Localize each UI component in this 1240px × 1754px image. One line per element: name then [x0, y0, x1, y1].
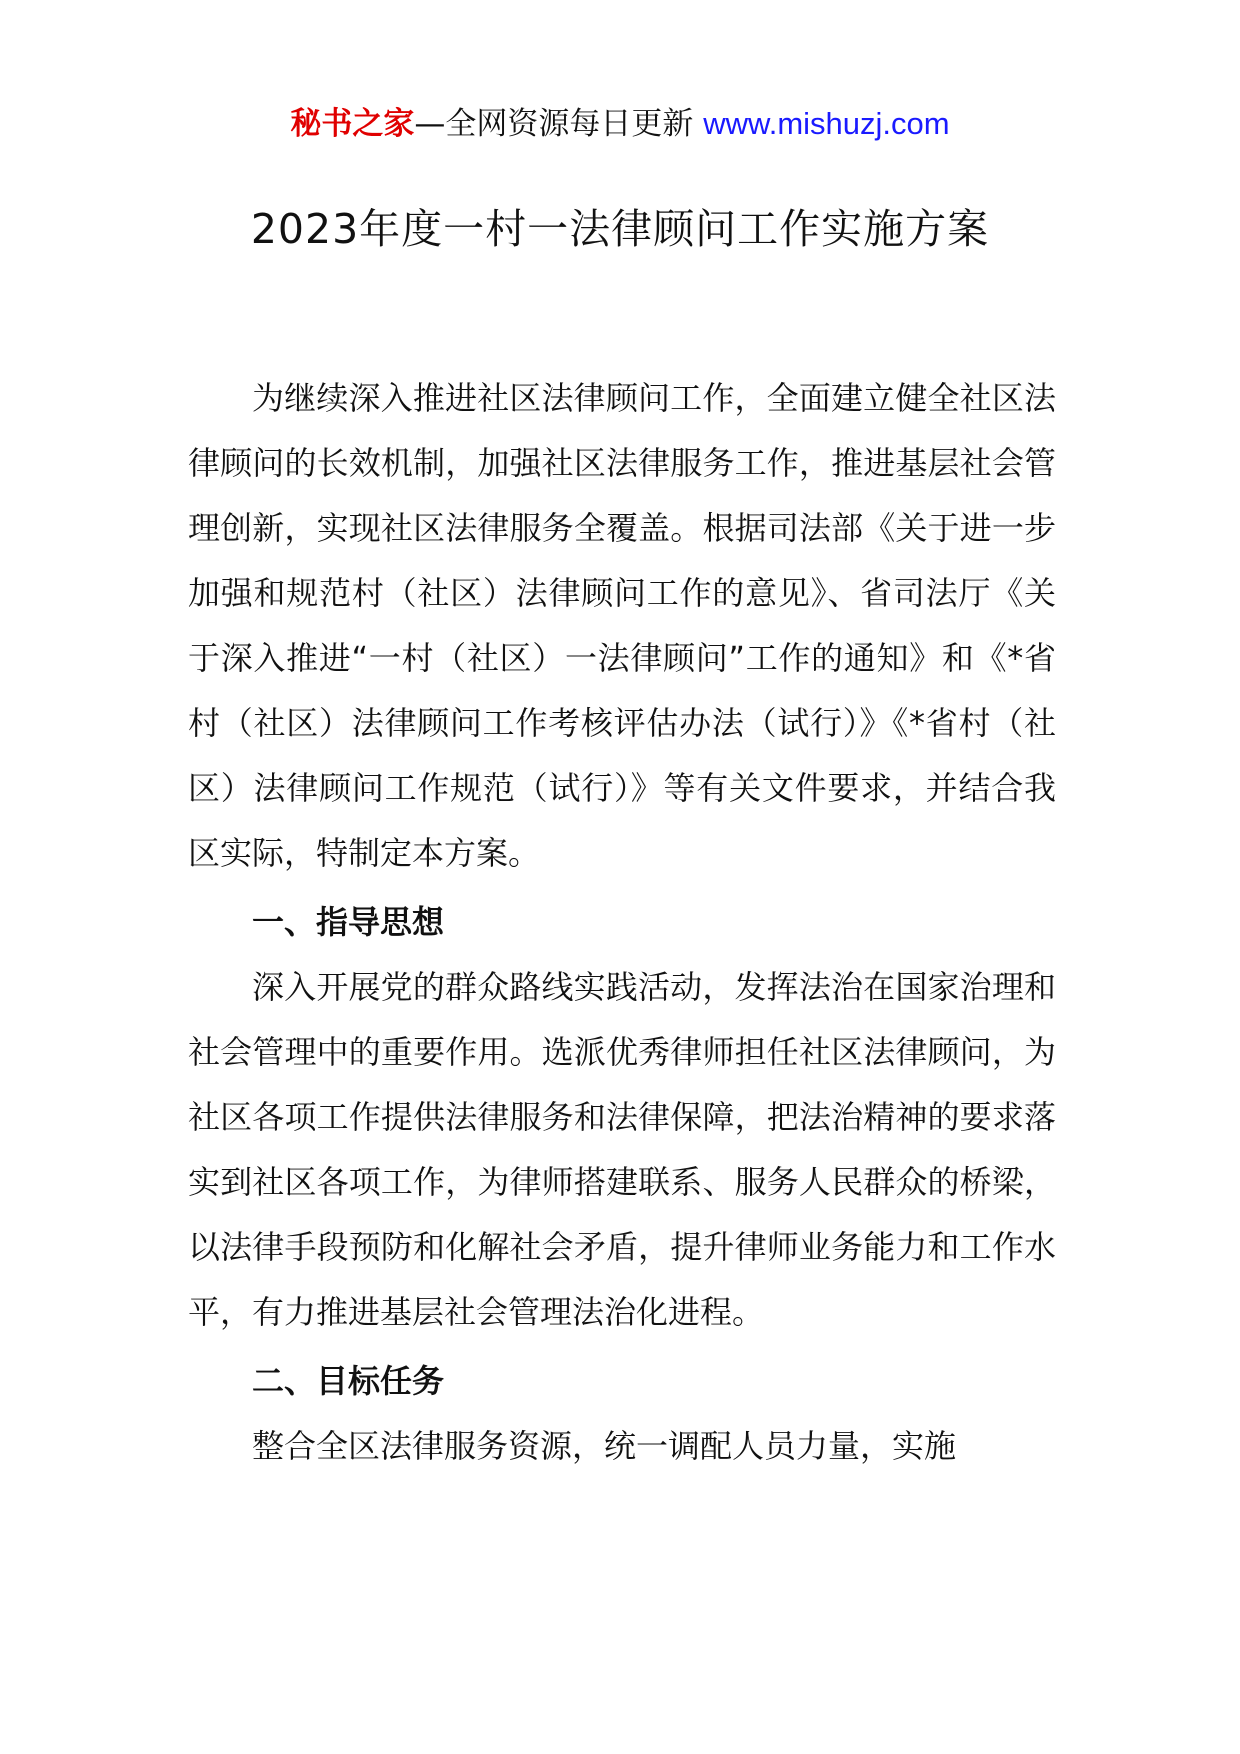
- section-heading-goals-tasks: 二、目标任务: [252, 1362, 445, 1400]
- section-heading-guiding-ideology: 一、指导思想: [252, 903, 445, 941]
- goals-tasks-paragraph: 整合全区法律服务资源，统一调配人员力量，实施: [252, 1427, 957, 1465]
- site-url-link[interactable]: www.mishuzj.com: [703, 106, 950, 141]
- site-slogan: —全网资源每日更新: [414, 106, 694, 142]
- intro-paragraph: 为继续深入推进社区法律顾问工作，全面建立健全社区法律顾问的长效机制，加强社区法律服务工作，推进基层社会管理创新，实现社区法律服务全覆盖。根据司法部《关于进一步加强和规范村（社区）法律顾问工作的意见》、省司法厅《关于深入推进“一村（社区）一法律顾问”工作的通知》和《*省村（社区）法律顾问工作考核评估办法（试行）》《*省村（社区）法律顾问工作规范（试行）》等有关文件要求，并结合我区实际，特制定本方案。: [188, 379, 1056, 872]
- document-title: 2023年度一村一法律顾问工作实施方案: [250, 205, 990, 253]
- site-banner: [0, 100, 1240, 148]
- site-brand-name: 秘书之家: [290, 106, 415, 142]
- document-body: [188, 366, 1056, 1479]
- guiding-ideology-paragraph: 深入开展党的群众路线实践活动，发挥法治在国家治理和社会管理中的重要作用。选派优秀律师担任社区法律顾问，为社区各项工作提供法律服务和法律保障，把法治精神的要求落实到社区各项工作，为律师搭建联系、服务人民群众的桥梁，以法律手段预防和化解社会矛盾，提升律师业务能力和工作水平，有力推进基层社会管理法治化进程。: [188, 968, 1056, 1331]
